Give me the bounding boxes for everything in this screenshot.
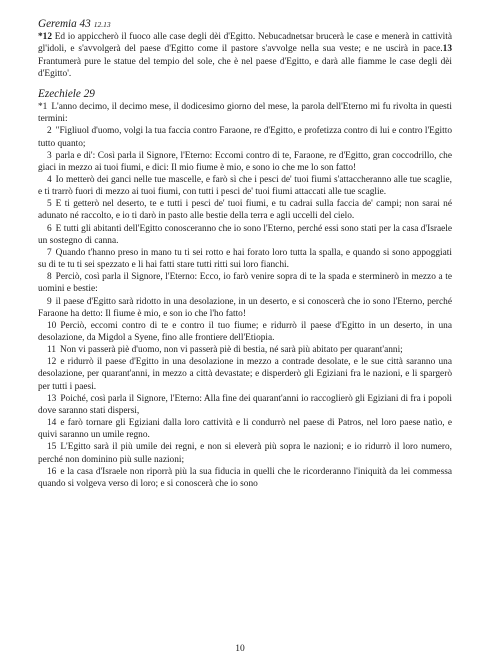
verse-number: 14 [47, 418, 57, 429]
verse [38, 198, 452, 222]
verse [38, 296, 452, 320]
verse [38, 247, 452, 271]
verse-reference: 12.13 [93, 20, 111, 29]
verse [38, 344, 452, 356]
verse [38, 417, 452, 441]
verse-number: 16 [47, 466, 57, 477]
verse-text: parla e di': Così parla il Signore, l'Eterno: Eccomi contro di te, Faraone, re d'Egitto, gran coccodrillo, che giaci in mezzo ai tuoi fiumi, e dici: Il mio fiume è mio, e sono io che me lo son fatto! [38, 150, 452, 173]
section-heading-ezechiele [38, 88, 452, 101]
verse-text: Io metterò dei ganci nelle tue mascelle, e farò sì che i pesci de' tuoi fiumi s'attaccheranno alle tue scaglie, e ti trarrò fuori di mezzo ai tuoi fiumi, con tutti i pesci de' tuoi fiumi attaccati alle tue scaglie. [38, 174, 452, 198]
verse-text: L'Egitto sarà il più umile dei regni, e non si eleverà più sopra le nazioni; e io ridurrò il loro numero, perché non dominino più sulle nazioni; [38, 442, 452, 465]
section-spacer [38, 80, 452, 88]
verse-text: E tutti gli abitanti dell'Egitto conosceranno che io sono l'Eterno, perché essi sono stati per la casa d'Israele un sostegno di canna. [38, 223, 452, 246]
verse-text: Perciò, così parla il Signore, l'Eterno: Ecco, io farò venire sopra di te la spada e sterminerò in mezzo a te uomini e bestie: [38, 272, 452, 295]
verse-number: 9 [47, 296, 52, 307]
verse-text: Non vi passerà piè d'uomo, non vi passerà piè di bestia, né sarà più abitato per quarant'anni; [60, 345, 403, 356]
verse-number: 3 [47, 150, 52, 161]
verse [38, 101, 452, 125]
verse-text: Ed io appiccherò il fuoco alle case degli dèi d'Egitto. Nebucadnetsar brucerà le case e menerà in cattività gl'idoli, e s'avvolgerà del paese d'Egitto come il pastore s'avvolge nella sua veste; e ne uscirà in pace. [38, 32, 452, 55]
verse [38, 466, 452, 490]
verse-text: e farò tornare gli Egiziani dalla loro cattività e li condurrò nel paese di Patros, nel loro paese natìo, e quivi saranno un umile regno. [38, 418, 452, 441]
verse [38, 393, 452, 417]
verse-text: Poiché, così parla il Signore, l'Eterno: Alla fine dei quarant'anni io raccoglierò gli Egiziani di fra i popoli dove saranno stati dispersi, [38, 393, 452, 416]
section-heading-geremia [38, 18, 452, 31]
verse-number: *12 [38, 32, 53, 43]
verse-number: 5 [47, 199, 52, 210]
verse-number: 10 [47, 320, 57, 331]
verse [38, 174, 452, 198]
verse-number: 13 [47, 393, 57, 404]
verse-text: "Figliuol d'uomo, volgi la tua faccia contro Faraone, re d'Egitto, e profetizza contro di lui e contro l'Egitto tutto quanto; [38, 126, 452, 149]
verse [38, 150, 452, 174]
verse-text: Frantumerà pure le statue del tempio del sole, che è nel paese d'Egitto, e darà alle fiamme le case degli dèi d'Egitto'. [38, 56, 452, 79]
verse-number: 12 [47, 357, 57, 368]
section-title: Geremia 43 [38, 18, 91, 30]
verse-text: L'anno decimo, il decimo mese, il dodicesimo giorno del mese, la parola dell'Eterno mi fu rivolta in questi termini: [38, 102, 452, 125]
verse-number: 4 [47, 174, 52, 185]
verse [38, 356, 452, 392]
verse [38, 320, 452, 344]
verse-number: 8 [47, 272, 52, 283]
verse-text: il paese d'Egitto sarà ridotto in una desolazione, in un deserto, e si conoscerà che io sono l'Eterno, perché Faraone ha detto: Il fiume è mio, e son io che l'ho fatto! [38, 296, 452, 319]
verse-text: e ridurrò il paese d'Egitto in una desolazione in mezzo a contrade desolate, e le sue città saranno una desolazione, per quarant'anni, in mezzo a città devastate; e disperderò gli Egiziani fra le nazioni, e li spargerò per tutti i paesi. [38, 357, 452, 392]
verse-number: 15 [47, 442, 57, 453]
verse-number: 7 [47, 247, 52, 258]
verse-text: E ti getterò nel deserto, te e tutti i pesci de' tuoi fiumi, e tu cadrai sulla faccia de' campi; non sarai né adunato né raccolto, e io ti darò in pasto alle bestie della terra e agli uccelli del cielo. [38, 199, 452, 222]
page-number: 10 [235, 644, 245, 654]
verse [38, 271, 452, 295]
verse-text: Perciò, eccomi contro di te e contro il tuo fiume; e ridurrò il paese d'Egitto in un deserto, in una desolazione, da Migdol a Syene, fino alle frontiere dell'Etiopia. [38, 320, 452, 343]
verse [38, 223, 452, 247]
passage-geremia [38, 31, 452, 80]
verse-text: Quando t'hanno preso in mano tu ti sei rotto e hai forato loro tutta la spalla, e quando si sono appoggiati su di te tu ti sei spezzato e li hai fatti stare tutti ritti sui loro fianchi. [38, 247, 452, 271]
verse [38, 125, 452, 149]
document-page [38, 18, 452, 642]
verse-number: 6 [47, 223, 52, 234]
verse-number: *1 [38, 102, 48, 113]
verse [38, 441, 452, 465]
verse-number: 11 [47, 345, 56, 356]
verse-number: 2 [47, 126, 52, 137]
verse-text: e la casa d'Israele non riporrà più la sua fiducia in quelli che le ricorderanno l'iniquità da lei commessa quando si volgeva verso di loro; e si conoscerà che io sono [38, 466, 452, 489]
verse-list [38, 101, 452, 490]
section-title: Ezechiele 29 [38, 87, 95, 100]
verse-number: 13 [442, 44, 452, 55]
